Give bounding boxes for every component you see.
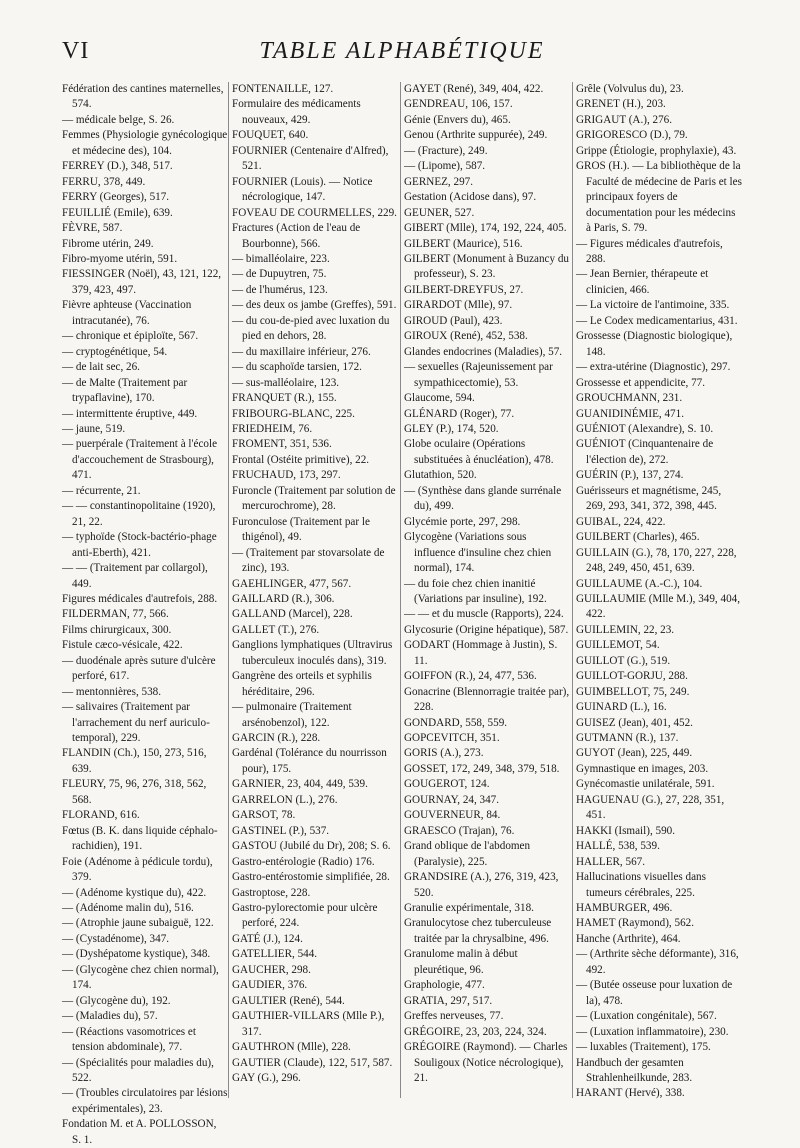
index-entry: — — et du muscle (Rapports), 224. — [404, 608, 564, 621]
index-entry: — sus-malléolaire, 123. — [232, 376, 340, 389]
index-entry: GUÉNIOT (Cinquantenaire de l'élection de), 272. — [576, 438, 714, 466]
index-entry: GRAESCO (Trajan), 76. — [404, 824, 515, 837]
page-header — [62, 38, 742, 72]
index-entry: Glycogène (Variations sous influence d'insuline chez chien normal), 174. — [404, 531, 552, 575]
column-divider — [572, 82, 573, 1098]
index-entry: Furoncle (Traitement par solution de mercurochrome), 28. — [232, 484, 396, 513]
index-entry: — salivaires (Traitement par l'arrachement du nerf auriculo-temporal), 229. — [62, 701, 210, 745]
index-entry: FRIEDHEIM, 76. — [232, 422, 313, 435]
index-entry: Guérisseurs et magnétisme, 245, 269, 293, 341, 372, 398, 445. — [576, 484, 722, 513]
index-entry: Grossesse et appendicite, 77. — [576, 376, 706, 389]
index-entry: Gangrène des orteils et syphilis héréditaire, 296. — [232, 670, 372, 698]
index-entry: — duodénale après suture d'ulcère perforé, 617. — [62, 654, 216, 683]
index-entry: — Jean Bernier, thérapeute et clinicien, 466. — [576, 268, 709, 296]
index-entry: GAYET (René), 349, 404, 422. — [404, 83, 544, 95]
index-entry: Glutathion, 520. — [404, 469, 477, 482]
index-entry: Granulocytose chez tuberculeuse traitée par la chrysalbine, 496. — [404, 917, 552, 945]
index-entry: FONTENAILLE, 127. — [232, 83, 334, 95]
index-entry: — (Arthrite sèche déformante), 316, 492. — [576, 948, 739, 976]
index-entry: Furonculose (Traitement par le thigénol), 49. — [232, 515, 370, 544]
index-entry: GEUNER, 527. — [404, 206, 475, 219]
index-entry: — (Réactions vasomotrices et tension abdominale), 77. — [62, 1025, 196, 1054]
index-entry: GUILLAUME (A.-C.), 104. — [576, 577, 703, 590]
index-entry: — extra-utérine (Diagnostic), 297. — [576, 361, 731, 374]
index-entry: — du foie chez chien inanitié (Variations par insuline), 192. — [404, 577, 547, 605]
index-entry: GUILLOT (G.), 519. — [576, 654, 671, 667]
index-entry: Femmes (Physiologie gynécologique et médecine des), 104. — [62, 129, 228, 157]
index-entry: GUIMBELLOT, 75, 249. — [576, 685, 690, 698]
index-entry: GUIBAL, 224, 422. — [576, 515, 666, 528]
index-entry: Fibro-myome utérin, 591. — [62, 252, 178, 265]
index-entry: GIROUD (Paul), 423. — [404, 314, 503, 327]
index-entry: GENDREAU, 106, 157. — [404, 98, 513, 111]
index-entry: GOURNAY, 24, 347. — [404, 793, 500, 806]
index-entry: — du scaphoïde tarsien, 172. — [232, 361, 362, 374]
index-entry: GUILLAUMIE (Mlle M.), 349, 404, 422. — [576, 592, 740, 621]
index-entry: GALLAND (Marcel), 228. — [232, 608, 353, 621]
index-entry: — (Butée osseuse pour luxation de la), 478. — [576, 979, 733, 1007]
index-entry: — de l'humérus, 123. — [232, 283, 328, 296]
index-entry: GAULTIER (René), 544. — [232, 994, 345, 1007]
index-entry: — pulmonaire (Traitement arsénobenzol), 122. — [232, 701, 352, 729]
index-entry: Figures médicales d'autrefois, 288. — [62, 592, 218, 605]
index-entry: GAEHLINGER, 477, 567. — [232, 577, 352, 590]
index-entry: GUILLEMOT, 54. — [576, 639, 660, 652]
index-entry: — (Luxation congénitale), 567. — [576, 1010, 717, 1023]
index-entry: FROMENT, 351, 536. — [232, 438, 332, 451]
index-entry: FEUILLIÉ (Emile), 639. — [62, 206, 173, 219]
index-entry: Grossesse (Diagnostic biologique), 148. — [576, 330, 733, 358]
index-entry: Graphologie, 477. — [404, 979, 485, 992]
index-entry: — luxables (Traitement), 175. — [576, 1041, 711, 1054]
index-entry: Gardénal (Tolérance du nourrisson pour), 175. — [232, 747, 387, 775]
index-entry: — récurrente, 21. — [62, 484, 141, 497]
index-entry: Genou (Arthrite suppurée), 249. — [404, 129, 548, 142]
index-entry: Granulie expérimentale, 318. — [404, 902, 534, 915]
index-entry: GAILLARD (R.), 306. — [232, 592, 335, 605]
index-entry: Gonacrine (Blennorragie traitée par), 228. — [404, 685, 570, 714]
index-entry: Greffes nerveuses, 77. — [404, 1010, 504, 1023]
index-entry: Ganglions lymphatiques (Ultravirus tuberculeux inoculés dans), 319. — [232, 639, 393, 667]
index-entry: — de lait sec, 26. — [62, 361, 140, 374]
index-entry: GUILLAIN (G.), 78, 170, 227, 228, 248, 249, 450, 451, 639. — [576, 546, 737, 575]
index-entry: — — (Traitement par collargol), 449. — [62, 562, 208, 590]
index-entry: GAUTIER (Claude), 122, 517, 587. — [232, 1056, 393, 1069]
index-entry: GERNEZ, 297. — [404, 175, 474, 188]
index-entry: — — constantinopolitaine (1920), 21, 22. — [62, 500, 216, 528]
index-entry: Granulome malin à début pleurétique, 96. — [404, 948, 518, 976]
index-entry: GARRELON (L.), 276. — [232, 793, 338, 806]
index-entry: — médicale belge, S. 26. — [62, 113, 175, 126]
index-entry: GUISEZ (Jean), 401, 452. — [576, 716, 693, 729]
index-entry: GAUCHER, 298. — [232, 963, 311, 976]
index-entry: GLÉNARD (Roger), 77. — [404, 407, 515, 420]
index-entry: HAMET (Raymond), 562. — [576, 917, 694, 930]
index-entry: — intermittente éruptive, 449. — [62, 407, 198, 420]
index-entry: — (Adénome malin du), 516. — [62, 902, 194, 915]
index-entry: GAY (G.), 296. — [232, 1072, 301, 1084]
index-entry: FOURNIER (Louis). — Notice nécrologique, 147. — [232, 175, 373, 204]
index-entry: — (Lipome), 587. — [404, 160, 486, 173]
index-entry: Génie (Envers du), 465. — [404, 113, 511, 126]
index-entry: GARSOT, 78. — [232, 809, 296, 822]
index-entry: HAKKI (Ismail), 590. — [576, 824, 676, 837]
index-entry: FRUCHAUD, 173, 297. — [232, 469, 341, 482]
index-entry: HAMBURGER, 496. — [576, 902, 673, 915]
index-entry: — du cou-de-pied avec luxation du pied en dehors, 28. — [232, 314, 390, 343]
index-column-2 — [232, 82, 398, 1086]
index-entry: FRANQUET (R.), 155. — [232, 392, 337, 405]
index-entry: — du maxillaire inférieur, 276. — [232, 345, 371, 358]
index-entry: GUILBERT (Charles), 465. — [576, 531, 700, 544]
index-entry: GROS (H.). — La bibliothèque de la Faculté de médecine de Paris et les principaux foyers de documentation pour les médecins à Paris, S. 79. — [576, 160, 742, 235]
index-entry: Gastro-entérologie (Radio) 176. — [232, 855, 375, 868]
index-column-1 — [62, 82, 228, 1148]
index-entry: — (Atrophie jaune subaiguë, 122. — [62, 917, 214, 930]
index-entry: GUILLOT-GORJU, 288. — [576, 670, 688, 683]
index-entry: Gastro-pylorectomie pour ulcère perforé, 224. — [232, 902, 378, 930]
index-entry: — (Glycogène du), 192. — [62, 994, 171, 1007]
index-entry: — typhoïde (Stock-bactério-phage anti-Eberth), 421. — [62, 531, 217, 559]
index-entry: GOSSET, 172, 249, 348, 379, 518. — [404, 762, 560, 775]
index-entry: — de Dupuytren, 75. — [232, 268, 327, 281]
index-entry: GILBERT-DREYFUS, 27. — [404, 283, 524, 296]
index-entry: Grand oblique de l'abdomen (Paralysie), 225. — [404, 840, 531, 868]
index-entry: Fibrome utérin, 249. — [62, 237, 154, 250]
index-entry: HALLÉ, 538, 539. — [576, 840, 660, 853]
index-entry: Fractures (Action de l'eau de Bourbonne), 566. — [232, 222, 361, 250]
index-entry: — (Dyshépatome kystique), 348. — [62, 948, 211, 961]
index-entry: Frontal (Ostéite primitive), 22. — [232, 453, 370, 466]
index-entry: — des deux os jambe (Greffes), 591. — [232, 299, 397, 312]
index-entry: Fièvre aphteuse (Vaccination intracutanée), 76. — [62, 299, 192, 327]
index-entry: GOUVERNEUR, 84. — [404, 809, 501, 822]
index-entry: FOURNIER (Centenaire d'Alfred), 521. — [232, 144, 389, 173]
index-entry: — cryptogénétique, 54. — [62, 345, 168, 358]
index-entry: GUÉRIN (P.), 137, 274. — [576, 469, 684, 482]
index-entry: Fédération des cantines maternelles, 574. — [62, 83, 224, 111]
index-entry: — (Fracture), 249. — [404, 144, 488, 157]
index-entry: FERREY (D.), 348, 517. — [62, 160, 173, 173]
index-entry: GUINARD (L.), 16. — [576, 701, 667, 714]
index-entry: — chronique et épiploïte, 567. — [62, 330, 199, 343]
index-entry: GIRARDOT (Mlle), 97. — [404, 299, 513, 312]
index-entry: Fistule cæco-vésicale, 422. — [62, 639, 183, 652]
index-entry: — (Troubles circulatoires par lésions expérimentales), 23. — [62, 1087, 228, 1115]
index-entry: GIROUX (René), 452, 538. — [404, 330, 528, 343]
index-entry: FILDERMAN, 77, 566. — [62, 608, 169, 621]
index-entry: FRIBOURG-BLANC, 225. — [232, 407, 355, 420]
index-entry: — (Spécialités pour maladies du), 522. — [62, 1056, 214, 1084]
index-entry: — La victoire de l'antimoine, 335. — [576, 299, 730, 312]
index-entry: Films chirurgicaux, 300. — [62, 623, 172, 636]
index-entry: FÈVRE, 587. — [62, 222, 123, 235]
index-entry: GARCIN (R.), 228. — [232, 732, 321, 745]
index-entry: — (Synthèse dans glande surrénale du), 499. — [404, 484, 562, 513]
page-title: TABLE ALPHABÉTIQUE — [259, 38, 545, 64]
index-entry: Foie (Adénome à pédicule tordu), 379. — [62, 855, 213, 884]
index-entry: — de Malte (Traitement par trypaflavine), 170. — [62, 376, 188, 405]
index-entry: GAUTHRON (Mlle), 228. — [232, 1041, 351, 1054]
index-entry: GATELLIER, 544. — [232, 948, 318, 961]
index-entry: GRENET (H.), 203. — [576, 98, 666, 111]
index-entry: GONDARD, 558, 559. — [404, 716, 508, 729]
index-entry: GOIFFON (R.), 24, 477, 536. — [404, 670, 537, 683]
index-entry: — (Adénome kystique du), 422. — [62, 886, 207, 899]
index-entry: — jaune, 519. — [62, 422, 126, 435]
index-entry: GUYOT (Jean), 225, 449. — [576, 747, 693, 760]
index-entry: Hallucinations visuelles dans tumeurs cérébrales, 225. — [576, 871, 706, 899]
index-entry: — (Traitement par stovarsolate de zinc), 193. — [232, 546, 385, 575]
index-entry: — (Glycogène chez chien normal), 174. — [62, 963, 219, 992]
index-entry: Glycosurie (Origine hépatique), 587. — [404, 623, 569, 636]
index-entry: FLEURY, 75, 96, 276, 318, 562, 568. — [62, 778, 207, 806]
index-entry: — Le Codex medicamentarius, 431. — [576, 314, 738, 327]
index-entry: Grippe (Étiologie, prophylaxie), 43. — [576, 144, 737, 157]
index-entry: FLORAND, 616. — [62, 809, 140, 822]
index-entry: HAGUENAU (G.), 27, 228, 351, 451. — [576, 793, 725, 822]
index-entry: GRANDSIRE (A.), 276, 319, 423, 520. — [404, 871, 559, 899]
index-entry: Globe oculaire (Opérations substituées à énucléation), 478. — [404, 438, 554, 466]
index-entry: GRATIA, 297, 517. — [404, 994, 493, 1007]
index-entry: FIESSINGER (Noël), 43, 121, 122, 379, 423, 497. — [62, 268, 222, 296]
index-entry: GRÉGOIRE (Raymond). — Charles Souligoux (Notice nécrologique), 21. — [404, 1041, 568, 1084]
index-entry: Handbuch der gesamten Strahlenheilkunde, 283. — [576, 1056, 693, 1084]
index-entry: Glycémie porte, 297, 298. — [404, 515, 521, 528]
index-entry: GRÉGOIRE, 23, 203, 224, 324. — [404, 1025, 547, 1038]
index-entry: GOPCEVITCH, 351. — [404, 732, 500, 745]
page-number: VI — [62, 38, 90, 64]
index-entry: GRIGORESCO (D.), 79. — [576, 129, 688, 142]
index-entry: HALLER, 567. — [576, 855, 646, 868]
index-entry: GODART (Hommage à Justin), S. 11. — [404, 639, 558, 667]
index-entry: GAUTHIER-VILLARS (Mlle P.), 317. — [232, 1010, 385, 1038]
index-entry: Grêle (Volvulus du), 23. — [576, 83, 684, 95]
index-entry: GALLET (T.), 276. — [232, 623, 320, 636]
index-entry: GIBERT (Mlle), 174, 192, 224, 405. — [404, 222, 567, 235]
index-column-4 — [576, 82, 742, 1102]
index-entry: GROUCHMANN, 231. — [576, 392, 683, 405]
index-entry: GLEY (P.), 174, 520. — [404, 422, 499, 435]
index-entry: GUILLEMIN, 22, 23. — [576, 623, 675, 636]
index-entry: Glandes endocrines (Maladies), 57. — [404, 345, 563, 358]
index-entry: GATÉ (J.), 124. — [232, 932, 303, 945]
index-entry: GUTMANN (R.), 137. — [576, 732, 679, 745]
index-entry: Gymnastique en images, 203. — [576, 762, 709, 775]
index-entry: Fondation M. et A. POLLOSSON, S. 1. — [62, 1118, 217, 1146]
index-entry: Gestation (Acidose dans), 97. — [404, 191, 537, 204]
index-entry: GARNIER, 23, 404, 449, 539. — [232, 778, 368, 791]
index-entry: GILBERT (Maurice), 516. — [404, 237, 523, 250]
index-entry: Formulaire des médicaments nouveaux, 429. — [232, 98, 361, 126]
index-entry: — sexuelles (Rajeunissement par sympathicectomie), 53. — [404, 361, 553, 389]
index-entry: GUANIDINÉMIE, 471. — [576, 407, 684, 420]
column-divider — [400, 82, 401, 1098]
index-entry: Gastroptose, 228. — [232, 886, 311, 899]
index-entry: GASTINEL (P.), 537. — [232, 824, 330, 837]
index-column-3 — [404, 82, 570, 1086]
index-entry: Fœtus (B. K. dans liquide céphalo-rachidien), 191. — [62, 824, 218, 853]
index-entry: Gastro-entérostomie simplifiée, 28. — [232, 871, 390, 884]
index-entry: HARANT (Hervé), 338. — [576, 1087, 685, 1100]
index-entry: GUÉNIOT (Alexandre), S. 10. — [576, 422, 714, 435]
index-entry: — (Maladies du), 57. — [62, 1010, 158, 1023]
index-entry: — Figures médicales d'autrefois, 288. — [576, 237, 723, 265]
index-entry: Gynécomastie unilatérale, 591. — [576, 778, 715, 791]
column-divider — [228, 82, 229, 1098]
index-entry: — mentonnières, 538. — [62, 685, 162, 698]
index-entry: FOUQUET, 640. — [232, 129, 309, 142]
index-entry: GORIS (A.), 273. — [404, 747, 484, 760]
index-entry: FERRY (Georges), 517. — [62, 191, 170, 204]
index-entry: GRIGAUT (A.), 276. — [576, 113, 673, 126]
index-entry: GASTOU (Jubilé du Dr), 208; S. 6. — [232, 840, 391, 853]
index-entry: Hanche (Arthrite), 464. — [576, 932, 681, 945]
index-entry: GOUGEROT, 124. — [404, 778, 490, 791]
index-entry: — bimalléolaire, 223. — [232, 252, 330, 265]
index-entry: FOVEAU DE COURMELLES, 229. — [232, 206, 397, 219]
index-entry: FLANDIN (Ch.), 150, 273, 516, 639. — [62, 747, 207, 775]
index-entry: — (Cystadénome), 347. — [62, 932, 170, 945]
index-entry: GAUDIER, 376. — [232, 979, 308, 992]
index-entry: GILBERT (Monument à Buzancy du professeur), S. 23. — [404, 252, 569, 281]
index-entry: FERRU, 378, 449. — [62, 175, 146, 188]
index-entry: — puerpérale (Traitement à l'école d'accouchement de Strasbourg), 471. — [62, 438, 218, 482]
index-entry: Glaucome, 594. — [404, 392, 475, 405]
index-entry: — (Luxation inflammatoire), 230. — [576, 1025, 729, 1038]
